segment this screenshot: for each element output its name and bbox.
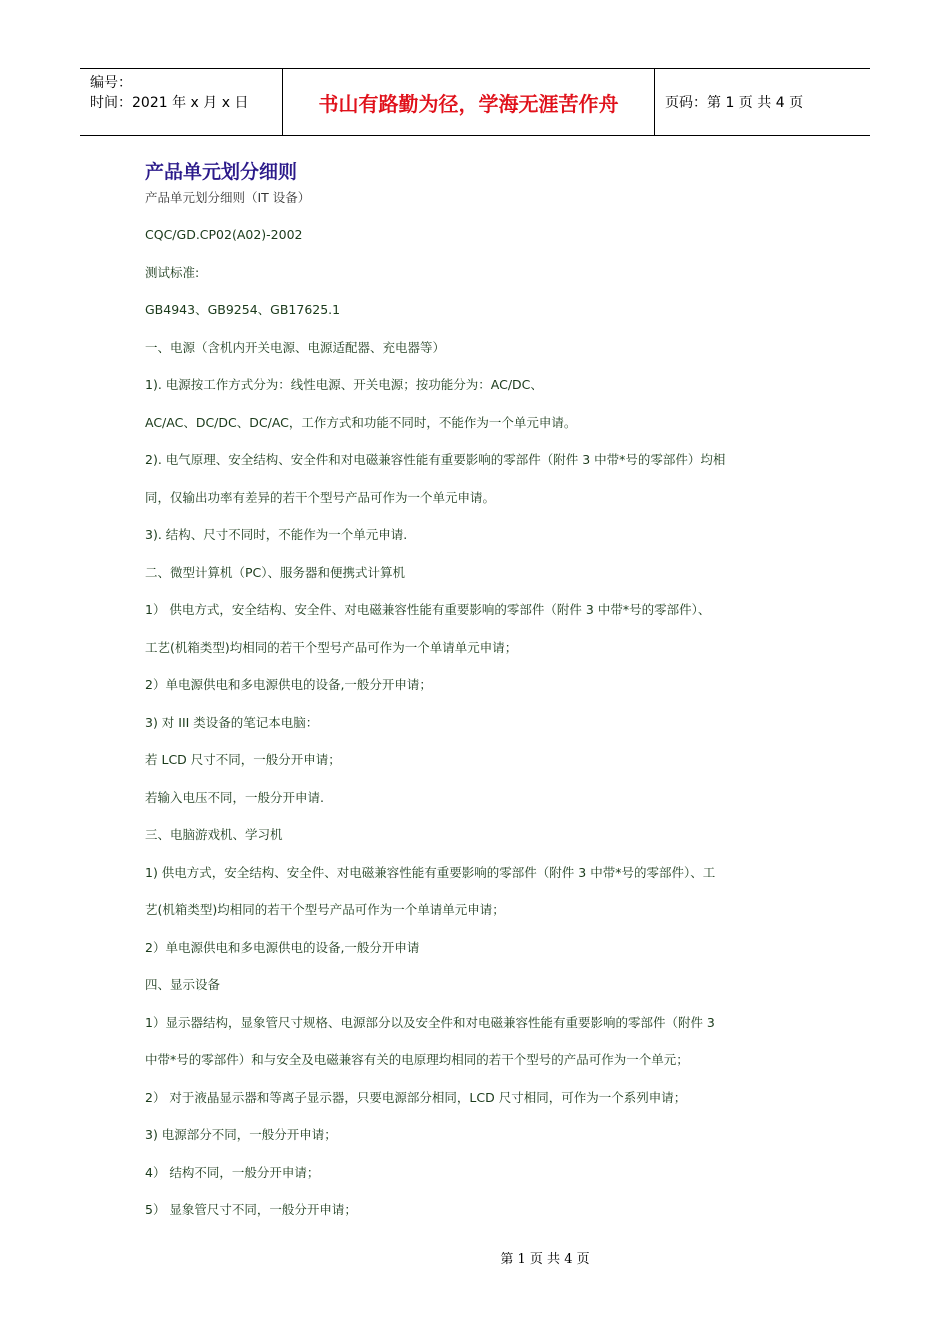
paragraph: 一、电源（含机内开关电源、电源适配器、充电器等）: [145, 339, 446, 355]
paragraph: 2). 电气原理、安全结构、安全件和对电磁兼容性能有重要影响的零部件（附件 3 中带*号的零部件）均相: [145, 452, 726, 467]
paragraph: 2）单电源供电和多电源供电的设备,一般分开申请: [145, 939, 420, 955]
paragraph: 二、微型计算机（PC）、服务器和便携式计算机: [145, 564, 406, 580]
paragraph: 5） 显象管尺寸不同，一般分开申请；: [145, 1202, 357, 1217]
paragraph: 2） 对于液晶显示器和等离子显示器，只要电源部分相同，LCD 尺寸相同，可作为一个系列申请；: [145, 1089, 687, 1105]
header-meta: [80, 69, 282, 135]
paragraph: 中带*号的零部件）和与安全及电磁兼容有关的电原理均相同的若干个型号的产品可作为一个单元；: [145, 1052, 689, 1067]
paragraph: 4） 结构不同，一般分开申请；: [145, 1164, 320, 1180]
paragraph: 1) 供电方式，安全结构、安全件、对电磁兼容性能有重要影响的零部件（附件 3 中带*号的零部件）、工: [145, 864, 716, 880]
paragraph: 3) 电源部分不同，一般分开申请；: [145, 1127, 337, 1142]
paragraph: CQC/GD.CP02(A02)-2002: [145, 227, 303, 242]
paragraph: 1). 电源按工作方式分为：线性电源、开关电源；按功能分为：AC/DC、: [145, 377, 543, 392]
paragraph: AC/AC、DC/DC、DC/AC，工作方式和功能不同时，不能作为一个单元申请。: [145, 414, 577, 430]
header-table: [80, 68, 870, 136]
paragraph: 工艺(机箱类型)均相同的若干个型号产品可作为一个单请单元申请；: [145, 639, 518, 655]
header-motto: 书山有路勤为径，学海无涯苦作舟: [282, 69, 655, 135]
page-footer: [0, 1248, 950, 1267]
paragraph: GB4943、GB9254、GB17625.1: [145, 302, 341, 317]
paragraph: 3) 对 III 类设备的笔记本电脑：: [145, 714, 319, 730]
paragraph: 同，仅输出功率有差异的若干个型号产品可作为一个单元申请。: [145, 489, 496, 505]
paragraph: 1） 供电方式，安全结构、安全件、对电磁兼容性能有重要影响的零部件（附件 3 中带*号的零部件）、: [145, 602, 711, 617]
paragraph: 三、电脑游戏机、学习机: [145, 827, 283, 842]
paragraph: 2）单电源供电和多电源供电的设备,一般分开申请；: [145, 677, 432, 692]
document-body: [145, 158, 825, 1229]
document-date: 时间：2021 年 x 月 x 日: [90, 95, 249, 111]
paragraph: 3). 结构、尺寸不同时，不能作为一个单元申请.: [145, 527, 408, 542]
paragraph: 测试标准:: [145, 264, 200, 280]
document-subtitle: 产品单元划分细则（IT 设备）: [145, 190, 311, 205]
paragraph: 若输入电压不同，一般分开申请.: [145, 789, 324, 805]
paragraph: 1）显示器结构，显象管尺寸规格、电源部分以及安全件和对电磁兼容性能有重要影响的零部件（附件 3: [145, 1014, 715, 1030]
document-title: 产品单元划分细则: [145, 161, 298, 183]
paragraph-list: [145, 216, 825, 1229]
header-page-info: 页码：第 1 页 共 4 页: [665, 95, 804, 111]
paragraph: 四、显示设备: [145, 977, 221, 992]
footer-page-number: 第 1 页 共 4 页: [500, 1252, 590, 1267]
paragraph: 艺(机箱类型)均相同的若干个型号产品可作为一个单请单元申请；: [145, 902, 505, 917]
document-number-label: 编号：: [90, 75, 132, 91]
paragraph: 若 LCD 尺寸不同，一般分开申请；: [145, 752, 341, 767]
